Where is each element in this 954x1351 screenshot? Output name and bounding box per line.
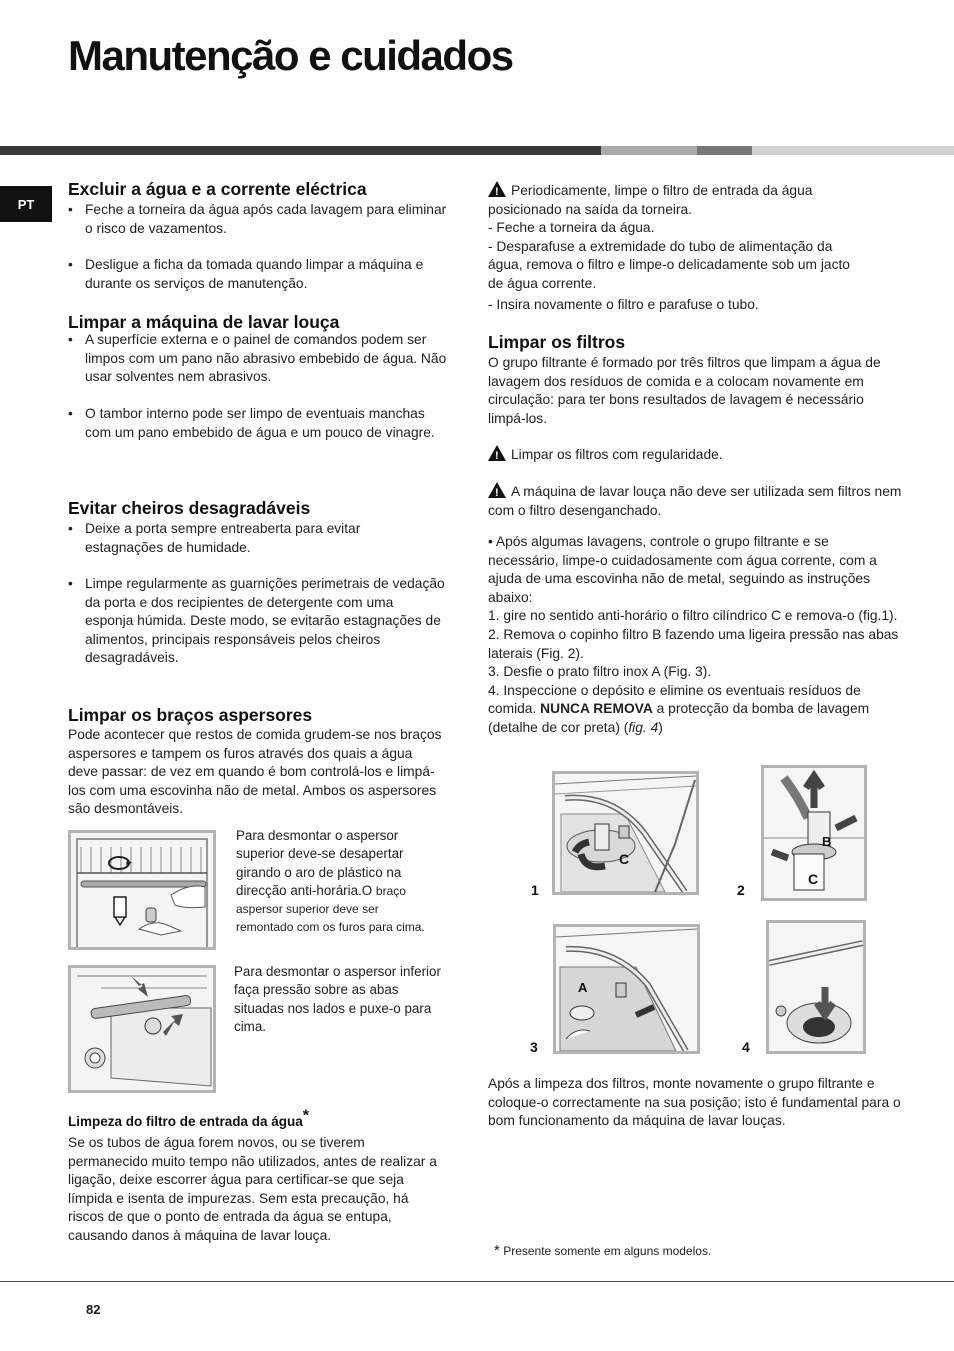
bullet-text: • O tambor interno pode ser limpo de eventuais manchas com um pano embebido de água e um pouco de vinagre. (68, 405, 441, 442)
page-title: Manutenção e cuidados (68, 32, 513, 79)
heading-inlet-filter: Limpeza do filtro de entrada da água* (68, 1107, 310, 1129)
filter-letter-b: B (822, 834, 832, 849)
figure-number-2: 2 (737, 882, 745, 898)
bullet-text: • A superfície externa e o painel de comandos podem ser limpos com um pano não abrasivo embebido de água. Não usar solventes nem abrasivos. (68, 331, 453, 387)
language-badge: PT (0, 186, 52, 222)
header-bar-light (752, 146, 954, 155)
filter-figure-4 (766, 920, 866, 1054)
filter-letter-c-2: C (808, 871, 819, 887)
filters-after: Após a limpeza dos filtros, monte novamente o grupo filtrante e coloque-o correctamente na sua posição; isto é fundamental para o bom funcionamento da máquina de lavar louças. (488, 1076, 901, 1129)
lower-spray-arm-figure (68, 965, 216, 1093)
spray-arms-body: Pode acontecer que restos de comida grudem-se nos braços aspersores e tampem os furos através dos quais a água deve passar: de vez em quando é bom controlá-los e limpá-los com uma escovinha não de metal. Ambos os aspersores são desmontáveis. (68, 727, 442, 817)
figure-number-3: 3 (530, 1039, 538, 1055)
warning-icon (488, 181, 506, 197)
footnote: * Presente somente em alguns modelos. (494, 1242, 712, 1259)
inlet-filter-step-last: - Insira novamente o filtro e parafuse o tubo. (488, 297, 759, 312)
filters-warning-1: !Limpar os filtros com regularidade. (488, 445, 908, 465)
filter-figure-2 (761, 765, 867, 901)
filter-illustration-1 (555, 774, 696, 892)
lower-spray-arm-illustration (71, 968, 213, 1090)
filter-figure-3 (553, 924, 700, 1054)
heading-odors: Evitar cheiros desagradáveis (68, 498, 311, 518)
bullet-text: • Desligue a ficha da tomada quando limpar a máquina e durante os serviços de manutenção. (68, 256, 463, 293)
heading-spray-arms: Limpar os braços aspersores (68, 705, 313, 725)
filter-figure-1 (552, 771, 699, 895)
filter-illustration-4 (769, 923, 863, 1051)
filters-warning-2: !A máquina de lavar louça não deve ser utilizada sem filtros nem com o filtro desenganchado. (488, 482, 908, 520)
bullet-text: • Deixe a porta sempre entreaberta para evitar estagnações de humidade. (68, 520, 415, 557)
header-bar-dark2 (697, 146, 752, 155)
filter-letter-c: C (619, 851, 630, 867)
upper-arm-instructions: Para desmontar o aspersor superior deve-se desapertar girando o aro de plástico na direcção anti-horária.O braço aspersor superior deve ser remontado com os furos para cima. (236, 828, 425, 935)
footer-line (0, 1281, 954, 1282)
filters-body: O grupo filtrante é formado por três filtros que limpam a água de lavagem dos resíduos de comida e a colocam novamente em circulação: para ter bons resultados de lavagem é necessário limpá-los. (488, 355, 881, 426)
heading-clean-filters: Limpar os filtros (488, 332, 626, 352)
header-bar-mid (601, 146, 697, 155)
bullet-text: • Feche a torneira da água após cada lavagem para eliminar o risco de vazamentos. (68, 201, 447, 238)
page-number: 82 (86, 1302, 101, 1317)
upper-spray-arm-illustration (71, 833, 213, 947)
warning-icon (488, 482, 506, 498)
bullet-text: • Limpe regularmente as guarnições perimetrais de vedação da porta e dos recipientes de detergente com uma esponja húmida. Deste modo, se evitarão estagnações de alimentos, principais responsáveis pelos cheiros desagradáveis. (68, 575, 445, 668)
filter-letter-a: A (578, 980, 588, 995)
filters-steps: • Após algumas lavagens, controle o grupo filtrante e se necessário, limpe-o cuidadosamente com água corrente, com a ajuda de uma escovinha não de metal, seguindo as instruções abaixo: 1. gire no sentido anti-horário o filtro cilíndrico C e remova-o (fig.1). 2. Remova o copinho filtro B fazendo uma ligeira pressão nas abas laterais (Fig. 2). 3. Desfie o prato filtro inox A (Fig. 3). 4. Inspeccione o depósito e elimine os eventuais resíduos de comida. NUNCA REMOVA a protecção da bomba de lavagem (detalhe de cor preta) (fig. 4) (488, 534, 899, 735)
figure-number-1: 1 (531, 882, 539, 898)
upper-spray-arm-figure (68, 830, 216, 950)
warning-icon (488, 445, 506, 461)
inlet-filter-steps: !Periodicamente, limpe o filtro de entrada da água posicionado na saída da torneira. - Feche a torneira da água. - Desparafuse a extremidade do tubo de alimentação da água, remova o filtro e limpe-o delicadamente sob um jacto de água corrente. (488, 181, 868, 294)
filter-illustration-3 (556, 927, 697, 1051)
lower-arm-instructions: Para desmontar o aspersor inferior faça pressão sobre as abas situadas nos lados e puxe-o para cima. (234, 964, 441, 1034)
filter-illustration-2 (764, 768, 864, 898)
inlet-filter-body: Se os tubos de água forem novos, ou se tiverem permanecido muito tempo não utilizados, antes de realizar a ligação, deixe escorrer água para certificar-se que seja límpida e isenta de impurezas. Sem esta precaução, há riscos de que o ponto de entrada da água se entupa, causando danos à máquina de lavar louça. (68, 1135, 437, 1243)
heading-water-power: Excluir a água e a corrente eléctrica (68, 179, 367, 199)
figure-number-4: 4 (742, 1039, 750, 1055)
heading-clean-machine: Limpar a máquina de lavar louça (68, 312, 340, 332)
header-bar-dark (0, 146, 601, 155)
